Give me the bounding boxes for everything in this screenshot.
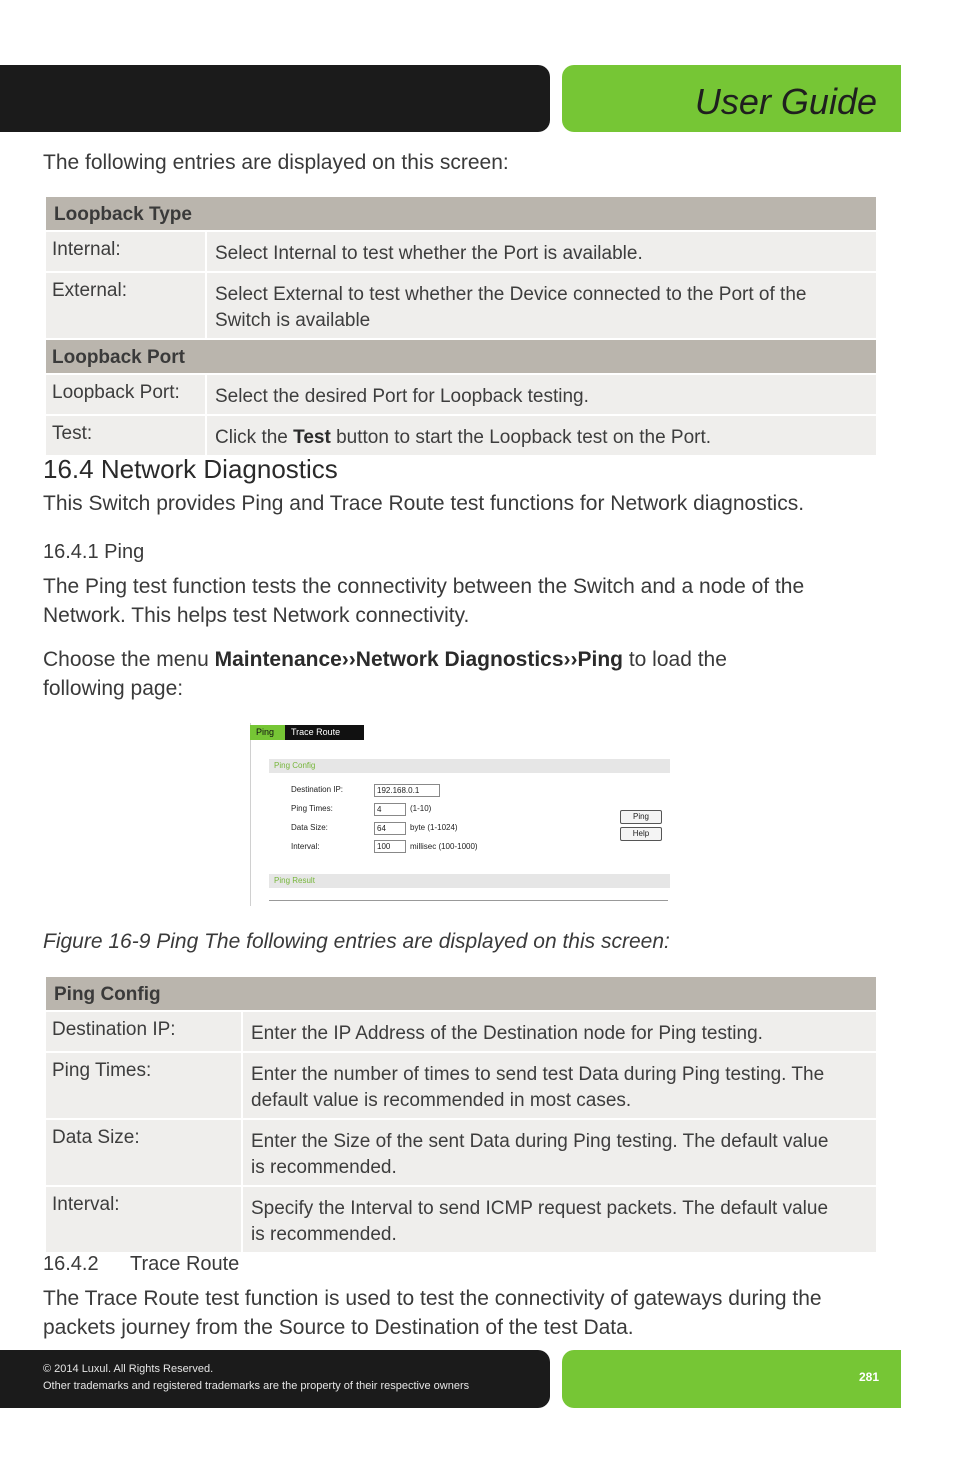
- section-body: This Switch provides Ping and Trace Route test functions for Network diagnostics.: [43, 492, 805, 515]
- interval-input[interactable]: 100: [374, 840, 406, 853]
- field-unit: millisec (100-1000): [410, 842, 478, 851]
- field-label: Data Size:: [291, 823, 328, 832]
- copyright-text: © 2014 Luxul. All Rights Reserved.: [43, 1363, 214, 1375]
- table-row: [46, 375, 876, 414]
- subsection-body: The Trace Route test function is used to test the connectivity of gateways during the packets journey from the Source to Destination of the test Data.: [43, 1287, 822, 1339]
- table-row: [46, 1187, 876, 1252]
- section-header: Loopback Port: [46, 340, 876, 373]
- table-row: [46, 416, 876, 455]
- table-row: [46, 273, 876, 338]
- header-green-bar: [562, 65, 901, 132]
- table-row: [46, 1012, 876, 1051]
- field-unit: byte (1-1024): [410, 823, 458, 832]
- ping-screenshot: [250, 723, 671, 906]
- ping-times-input[interactable]: 4: [374, 803, 406, 816]
- table-row: [46, 1120, 876, 1185]
- row-label: Destination IP:: [46, 1012, 241, 1051]
- help-button[interactable]: Help: [620, 827, 662, 841]
- field-label: Ping Times:: [291, 804, 333, 813]
- ping-button[interactable]: Ping: [620, 810, 662, 824]
- subsection-heading: 16.4.1 Ping: [43, 541, 145, 563]
- header-title: User Guide: [694, 81, 877, 122]
- section-header: Ping Config: [46, 977, 876, 1010]
- trademark-text: Other trademarks and registered trademarks are the property of their respective owners: [43, 1380, 470, 1392]
- row-label: Interval:: [46, 1187, 241, 1252]
- header-dark-bar: [0, 65, 550, 132]
- row-value: Specify the Interval to send ICMP request packets. The default value is recommended.: [243, 1187, 876, 1252]
- row-label: Loopback Port:: [46, 375, 205, 414]
- row-label: Data Size:: [46, 1120, 241, 1185]
- field-unit: (1-10): [410, 804, 432, 813]
- subsection-number: 16.4.2: [43, 1253, 99, 1275]
- subsection-body: The Ping test function tests the connectivity between the Switch and a node of the Network. This helps test Network connectivity.: [43, 575, 805, 627]
- section-header: Loopback Type: [46, 197, 876, 230]
- table-row: [46, 232, 876, 271]
- table-row: [46, 1053, 876, 1118]
- field-label: Destination IP:: [291, 785, 344, 794]
- footer-dark-bar: [0, 1350, 550, 1408]
- footer-green-bar: [562, 1350, 901, 1408]
- row-value: Enter the Size of the sent Data during Ping testing. The default value is recommended.: [243, 1120, 876, 1185]
- row-label: External:: [46, 273, 205, 338]
- field-label: Interval:: [291, 842, 320, 851]
- ping-config-table: [44, 975, 878, 1254]
- loopback-table: [44, 195, 878, 457]
- result-divider: [269, 900, 668, 901]
- row-value: Select the desired Port for Loopback testing.: [207, 375, 876, 414]
- row-value: Click the Test button to start the Loopback test on the Port.: [207, 416, 876, 455]
- row-label: Internal:: [46, 232, 205, 271]
- data-size-input[interactable]: 64: [374, 822, 406, 835]
- intro-text: The following entries are displayed on this screen:: [43, 151, 509, 174]
- row-label: Test:: [46, 416, 205, 455]
- tab-ping[interactable]: Ping: [250, 725, 286, 740]
- menu-instruction: Choose the menu Maintenance››Network Diagnostics››Ping to load the following page:: [43, 648, 727, 700]
- destination-ip-input[interactable]: 192.168.0.1: [374, 784, 440, 797]
- row-value: Enter the IP Address of the Destination node for Ping testing.: [243, 1012, 876, 1051]
- ping-result-bar: Ping Result: [269, 874, 670, 888]
- row-value: Enter the number of times to send test Data during Ping testing. The default value is recommended in most cases.: [243, 1053, 876, 1118]
- row-value: Select External to test whether the Device connected to the Port of the Switch is available: [207, 273, 876, 338]
- divider: [250, 723, 251, 906]
- row-value: Select Internal to test whether the Port is available.: [207, 232, 876, 271]
- section-heading: 16.4 Network Diagnostics: [43, 454, 338, 484]
- tab-trace-route[interactable]: Trace Route: [285, 725, 364, 740]
- figure-caption: Figure 16-9 Ping The following entries are displayed on this screen:: [43, 930, 670, 953]
- page-number: 281: [859, 1370, 880, 1384]
- row-label: Ping Times:: [46, 1053, 241, 1118]
- ping-config-bar: Ping Config: [269, 759, 670, 773]
- subsection-heading: Trace Route: [130, 1253, 240, 1275]
